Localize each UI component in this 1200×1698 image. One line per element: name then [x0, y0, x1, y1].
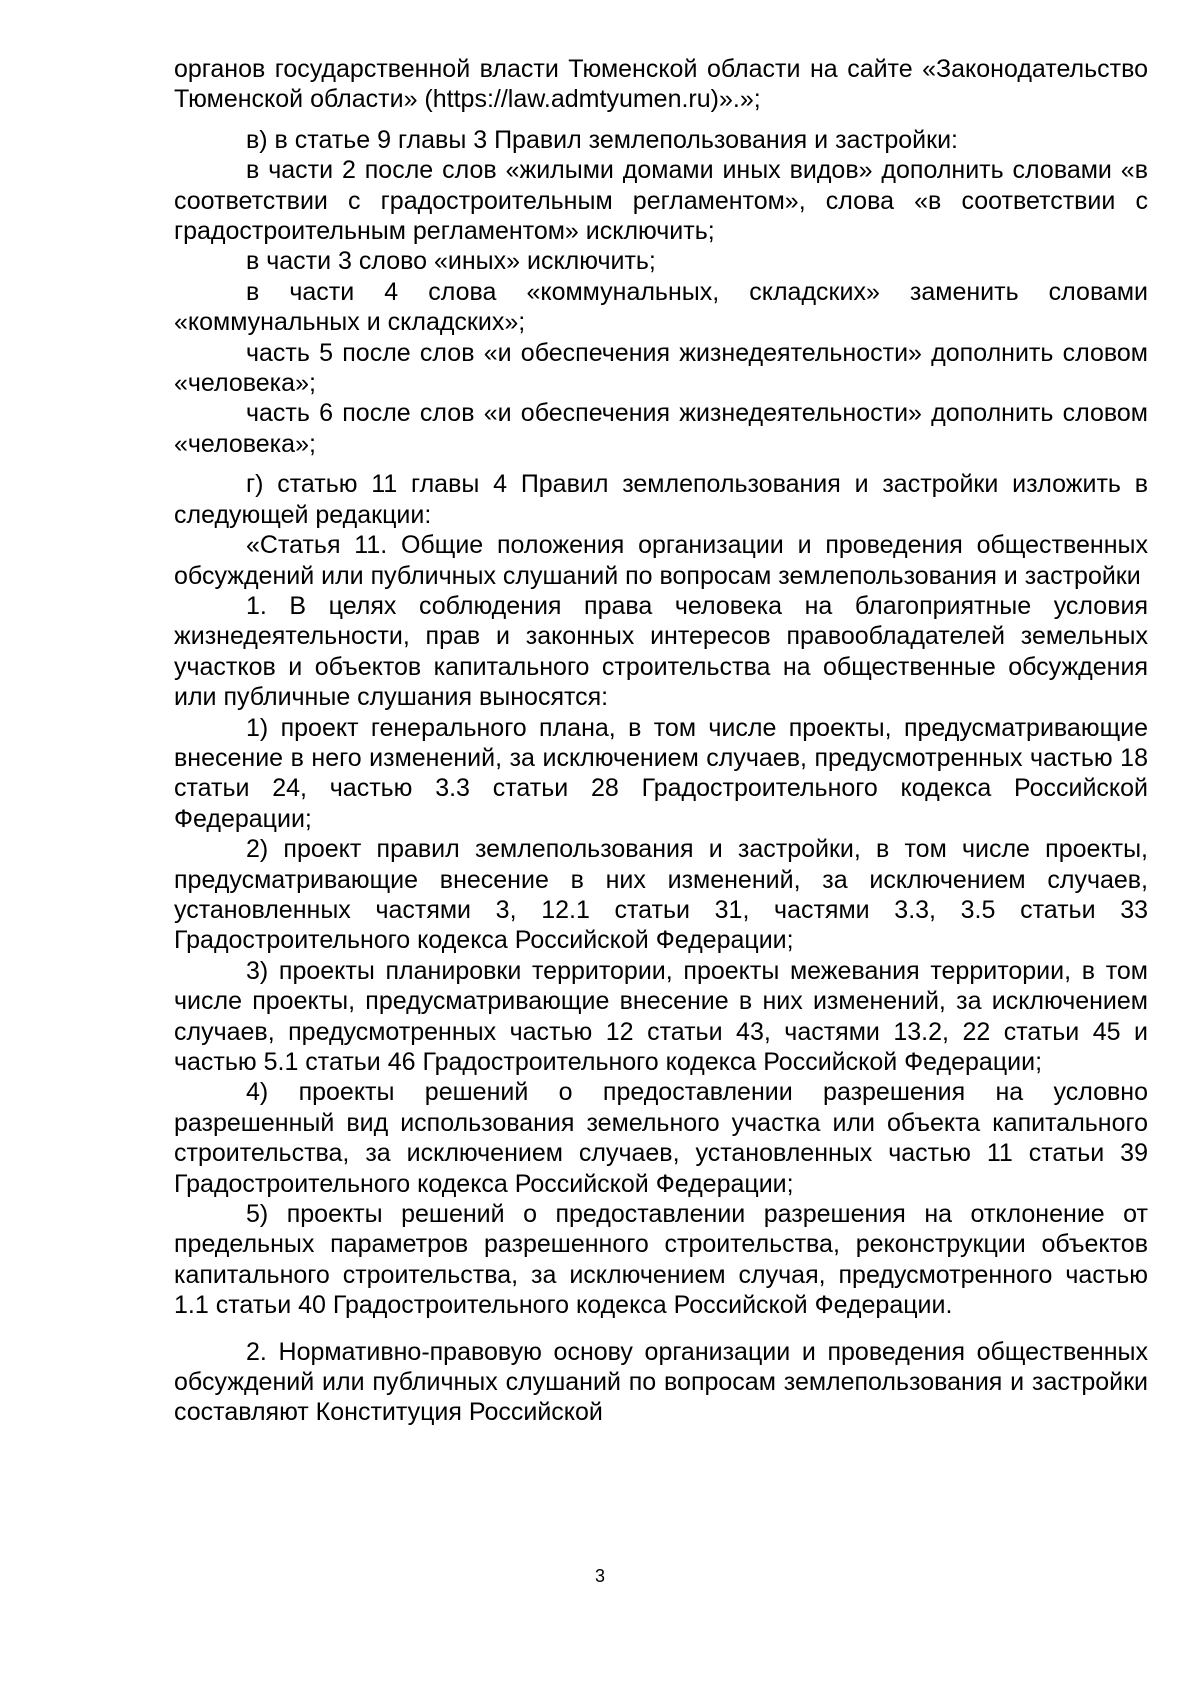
article-11-heading: «Статья 11. Общие положения организации и проведения общественных обсуждений или публичных слушаний по вопросам землепользования и застройки [174, 531, 1148, 590]
article-11-clause-1: 1. В целях соблюдения права человека на благоприятные условия жизнедеятельности, прав и законных интересов правообладателей земельных участков и объектов капитального строительства на общественные обсуждения или публичные слушания выносятся: [174, 591, 1148, 712]
document-body [174, 54, 1148, 1428]
paragraph-continuation: органов государственной власти Тюменской области на сайте «Законодательство Тюменской области» (https://law.admtyumen.ru)».»; [174, 55, 1148, 114]
paragraph-part-5: часть 5 после слов «и обеспечения жизнедеятельности» дополнить словом «человека»; [174, 338, 1148, 398]
paragraph-item-v: в) в статье 9 главы 3 Правил землепользования и застройки: [246, 125, 958, 154]
paragraph-item-g: г) статью 11 главы 4 Правил землепользования и застройки изложить в следующей редакции: [174, 470, 1148, 529]
clause-1-item-2: 2) проект правил землепользования и застройки, в том числе проекты, предусматривающие внесение в них изменений, за исключением случаев, установленных частями 3, 12.1 статьи 31, частями 3.3, 3.5 статьи 33 Градостроительного кодекса Российской Федерации; [174, 835, 1148, 955]
clause-1-item-1: 1) проект генерального плана, в том числе проекты, предусматривающие внесение в него изменений, за исключением случаев, предусмотренных частью 18 статьи 24, частью 3.3 статьи 28 Градостроительного кодекса Российской Федерации; [174, 713, 1148, 833]
clause-1-item-5: 5) проекты решений о предоставлении разрешения на отклонение от предельных параметров разрешенного строительства, реконструкции объектов капитального строительства, за исключением случая, предусмотренного частью 1.1 статьи 40 Градостроительного кодекса Российской Федерации. [174, 1200, 1148, 1320]
clause-1-item-3: 3) проекты планировки территории, проекты межевания территории, в том числе проекты, предусматривающие внесение в них изменений, за исключением случаев, предусмотренных частью 12 статьи 43, частями 13.2, 22 статьи 45 и частью 5.1 статьи 46 Градостроительного кодекса Российской Федерации; [174, 956, 1148, 1076]
page-number: 3 [594, 1566, 605, 1586]
paragraph-part-6: часть 6 после слов «и обеспечения жизнедеятельности» дополнить словом «человека»; [174, 399, 1148, 458]
paragraph-part-3: в части 3 слово «иных» исключить; [246, 247, 656, 276]
article-11-clause-2: 2. Нормативно-правовую основу организации и проведения общественных обсуждений или публичных слушаний по вопросам землепользования и застройки составляют Конституция Российской [174, 1337, 1148, 1427]
paragraph-part-2: в части 2 после слов «жилыми домами иных видов» дополнить словами «в соответствии с градостроительным регламентом», слова «в соответствии с градостроительным регламентом» исключить; [174, 156, 1148, 246]
paragraph-part-4: в части 4 слова «коммунальных, складских» заменить словами «коммунальных и складских»; [174, 277, 1148, 337]
clause-1-item-4: 4) проекты решений о предоставлении разрешения на условно разрешенный вид использования земельного участка или объекта капитального строительства, за исключением случаев, установленных частью 11 статьи 39 Градостроительного кодекса Российской Федерации; [174, 1078, 1148, 1198]
